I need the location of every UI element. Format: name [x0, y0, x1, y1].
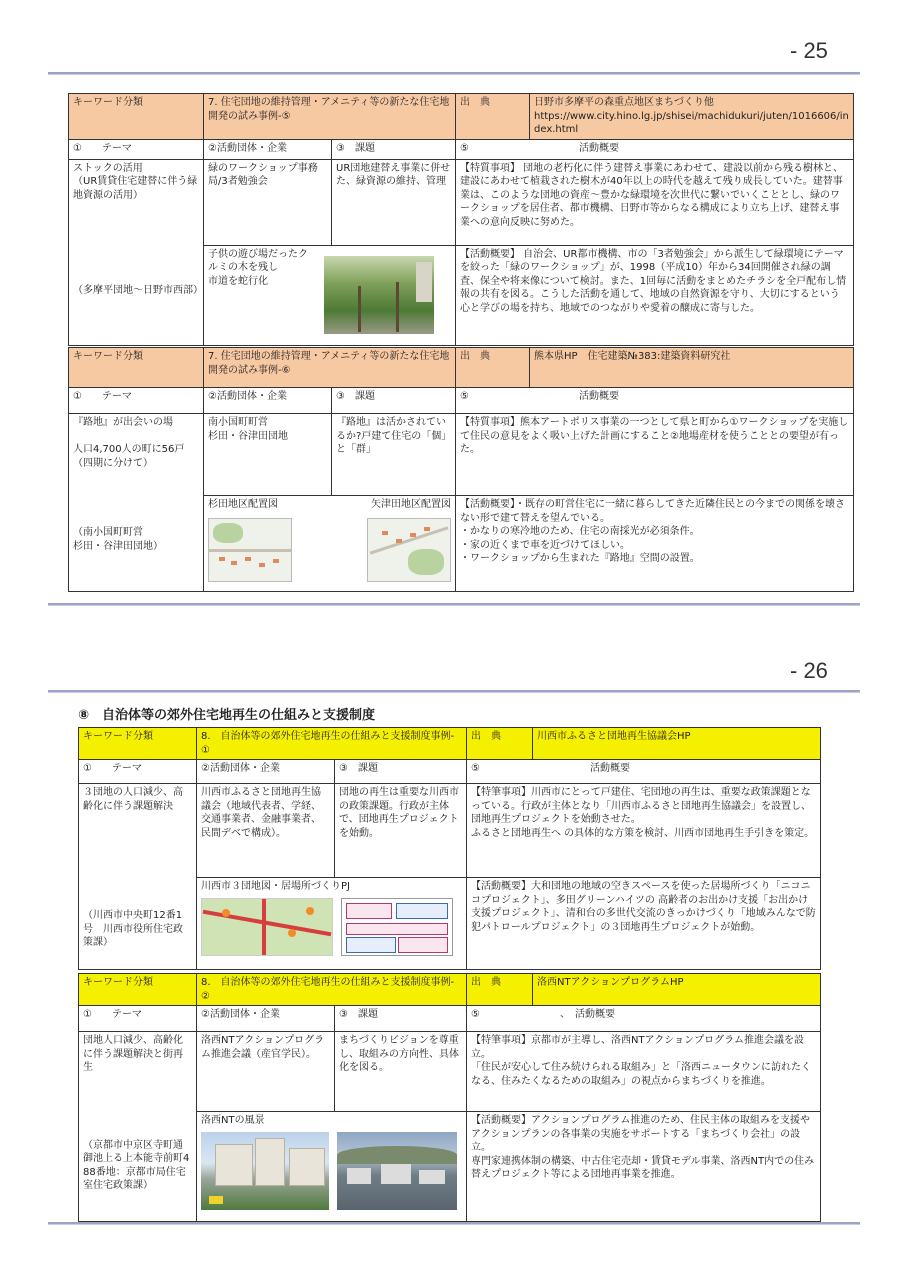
case-title: 8. 自治体等の郊外住宅地再生の仕組みと支援制度事例-① — [197, 728, 467, 760]
image-caption: 川西市３団地図・居場所づくりPJ — [201, 881, 350, 892]
features-cell: 【特筆事項】京都市が主導し、洛西NTアクションプログラム推進会議を設立。 「住民が安心して住み続けられる取組み」と「洛西ニュータウンに訪れたくなる、住みたくなるための取組み」の視点からまちづくりを推進。 — [467, 1032, 821, 1112]
case-title: 7. 住宅団地の維持管理・アメニティ等の新たな住宅地開発の試み事例-⑥ — [204, 348, 456, 388]
image-cell — [204, 245, 456, 345]
header-summary: ⑤ 、 活動概要 — [467, 1006, 821, 1032]
rakusai-nt-cityscape-photo — [337, 1132, 457, 1210]
yatsuda-site-plan — [367, 518, 451, 582]
footer-rule — [48, 603, 860, 606]
theme-text: 『路地』が出会いの場 人口4,700人の町に56戸（四期に分けて） — [73, 417, 185, 469]
header-summary: ⑤ 活動概要 — [456, 388, 854, 414]
keyword-label: キーワード分類 — [69, 94, 204, 140]
case-table-8-1 — [78, 727, 821, 970]
sugita-site-plan — [208, 518, 292, 582]
header-org: ②活動団体・企業 — [197, 1006, 335, 1032]
page-number-26: - 26 — [790, 658, 828, 683]
image-cell — [197, 1112, 467, 1222]
source-value: 熊本県HP 住宅建築№383:建築資料研究社 — [530, 348, 854, 388]
theme-cell — [79, 1032, 197, 1222]
org-cell: 南小国町町営 杉田・谷津田団地 — [204, 414, 332, 496]
summary-cell: 【活動概要】 自治会、UR都市機構、市の「3者勉強会」から派生して緑環境にテーマを絞った「緑のワークショップ」が、1998（平成10）年から34回開催され緑の調査、保全や将来像について検討。また、1回毎に活動をまとめたチラシを全戸配布し情報の共有を図る。こうした活動を通して、地域の自然資源を守り、大切にするという心と学びの場を持ち、地域でのつながりや愛着の醸成に寄与した。 — [456, 245, 854, 345]
header-issue: ③ 課題 — [335, 1006, 467, 1032]
footer-rule-2 — [48, 1222, 860, 1225]
keyword-label: キーワード分類 — [79, 728, 197, 760]
ibasho-project-diagram — [341, 898, 453, 956]
source-value: 日野市多摩平の森重点地区まちづくり他 https://www.city.hino.lg.jp/shisei/machidukuri/juten/1016606/index.html — [530, 94, 854, 140]
location-text: （京都市中京区寺町通御池上る上本能寺前町488番地：京都市局住宅室住宅政策課） — [83, 1139, 190, 1191]
header-theme: ① テーマ — [69, 139, 204, 159]
case-title: 8. 自治体等の郊外住宅地再生の仕組みと支援制度事例-② — [197, 974, 467, 1006]
image-cell — [197, 878, 467, 970]
source-label: 出 典 — [456, 348, 530, 388]
map2-caption: 矢津田地区配置図 — [371, 499, 451, 510]
theme-cell — [79, 784, 197, 970]
header-org: ②活動団体・企業 — [204, 139, 332, 159]
issue-cell: UR団地建替え事業に併せた、緑資源の維持、管理 — [332, 159, 456, 245]
issue-cell: 団地の再生は重要な川西市の政策課題。行政が主体で、団地再生プロジェクトを始動。 — [335, 784, 467, 878]
header-issue: ③ 課題 — [332, 388, 456, 414]
header-org: ②活動団体・企業 — [204, 388, 332, 414]
theme-cell — [69, 159, 204, 345]
case-table-7-6 — [68, 347, 854, 592]
map1-caption: 杉田地区配置図 — [208, 499, 278, 510]
issue-cell: 『路地』は活かされているか?戸建て住宅の「個」と「群」 — [332, 414, 456, 496]
header-theme: ① テーマ — [79, 760, 197, 784]
walnut-tree-photo — [324, 256, 434, 334]
rakusai-nt-apartments-photo — [201, 1132, 329, 1210]
org-cell: 緑のワークショップ事務局/3者勉強会 — [204, 159, 332, 245]
features-cell: 【特質事項】 団地の老朽化に伴う建替え事業にあわせて、建設以前から残る樹林と、建設にあわせて植栽された樹木が40年以上の時代を越えて残り成長していた。建替事業は、このような団地の資産〜豊かな緑環境を次世代に繋いでいくこととし、緑のワークショップを居住者、都市機構、日野市等からなる構成により立ち上げ、建替え事業への意向反映に努めた。 — [456, 159, 854, 245]
source-label: 出 典 — [467, 974, 533, 1006]
location-text: （川西市中央町12番1号 川西市役所住宅政策課） — [83, 910, 183, 948]
image-caption: 子供の遊び場だったクルミの木を残し 市道を蛇行化 — [208, 248, 308, 287]
summary-cell: 【活動概要】大和団地の地域の空きスペースを使った居場所づくり「ニコニコプロジェクト」、多田グリーンハイツの 高齢者のお出かけ支援「お出かけ支援プロジェクト」、清和台の多世代交流のきっかけづくり「地域みんなで防犯パトロールプロジェクト」の３団地再生プロジェクトが始動。 — [467, 878, 821, 970]
features-cell: 【特筆事項】川西市にとって戸建住、宅団地の再生は、重要な政策課題となっている。行政が主体となり「川西市ふるさと団地再生協議会」を設置し、団地再生プロジェクトを始動させた。 ふるさと団地再生へ の具体的な方策を検討、川西市団地再生手引きを策定。 — [467, 784, 821, 878]
summary-cell: 【活動概要】アクションプログラム推進のため、住民主体の取組みを支援やアクションプランの各事業の実施をサポートする「まちづくり会社」の設立。 専門家連携体制の構築、中古住宅売却・賃貸モデル事業、洛西NT内での住み替えプロジェクト等による団地再事業を推進。 — [467, 1112, 821, 1222]
header-rule — [48, 72, 860, 75]
theme-cell — [69, 414, 204, 592]
org-cell: 洛西NTアクションプログラム推進会議（産官学民）。 — [197, 1032, 335, 1112]
location-text: （南小国町町営 杉田・谷津田団地） — [73, 527, 163, 552]
section-title: ⑧ 自治体等の郊外住宅地再生の仕組みと支援制度 — [78, 708, 376, 723]
source-label: 出 典 — [467, 728, 533, 760]
location-text: （多摩平団地〜日野市西部） — [73, 285, 203, 296]
case-title: 7. 住宅団地の維持管理・アメニティ等の新たな住宅地開発の試み事例-⑤ — [204, 94, 456, 140]
summary-cell: 【活動概要】・既存の町営住宅に一緒に暮らしてきた近隣住民との今までの関係を壊さない形で建て替えを望んでいる。 ・かなりの寒冷地のため、住宅の南採光が必須条件。 ・家の近くまで車を近づけてほしい。 ・ワークショップから生まれた『路地』空間の設置。 — [456, 496, 854, 592]
keyword-label: キーワード分類 — [79, 974, 197, 1006]
source-value: 川西市ふるさと団地再生協議会HP — [533, 728, 821, 760]
source-label: 出 典 — [456, 94, 530, 140]
map-cell — [204, 496, 456, 592]
issue-cell: まちづくりビジョンを尊重し、取組みの方向性、具体化を図る。 — [335, 1032, 467, 1112]
header-org: ②活動団体・企業 — [197, 760, 335, 784]
header-theme: ① テーマ — [79, 1006, 197, 1032]
header-issue: ③ 課題 — [332, 139, 456, 159]
header-summary: ⑤ 活動概要 — [456, 139, 854, 159]
theme-text: ３団地の人口減少、高齢化に伴う課題解決 — [83, 787, 183, 812]
features-cell: 【特質事項】熊本アートポリス事業の一つとして県と町から①ワークショップを実施して住民の意見をよく吸い上げた計画にすること②地場産材を使うこととの要望が有った。 — [456, 414, 854, 496]
header-rule-2 — [48, 690, 860, 693]
org-cell: 川西市ふるさと団地再生協議会（地域代表者、学経、交通事業者、金融事業者、民間デベで構成）。 — [197, 784, 335, 878]
theme-text: 団地人口減少、高齢化に伴う課題解決と街再生 — [83, 1035, 183, 1073]
header-issue: ③ 課題 — [335, 760, 467, 784]
source-value: 洛西NTアクションプログラムHP — [533, 974, 821, 1006]
case-table-7-5 — [68, 93, 854, 346]
image-caption: 洛西NTの風景 — [201, 1115, 265, 1126]
kawanishi-danchi-map — [201, 898, 333, 956]
keyword-label: キーワード分類 — [69, 348, 204, 388]
page-number-25: - 25 — [790, 38, 828, 63]
case-table-8-2 — [78, 973, 821, 1222]
header-summary: ⑤ 活動概要 — [467, 760, 821, 784]
theme-text: ストックの活用 （UR賃貸住宅建替に伴う緑地資源の活用） — [73, 162, 198, 201]
header-theme: ① テーマ — [69, 388, 204, 414]
